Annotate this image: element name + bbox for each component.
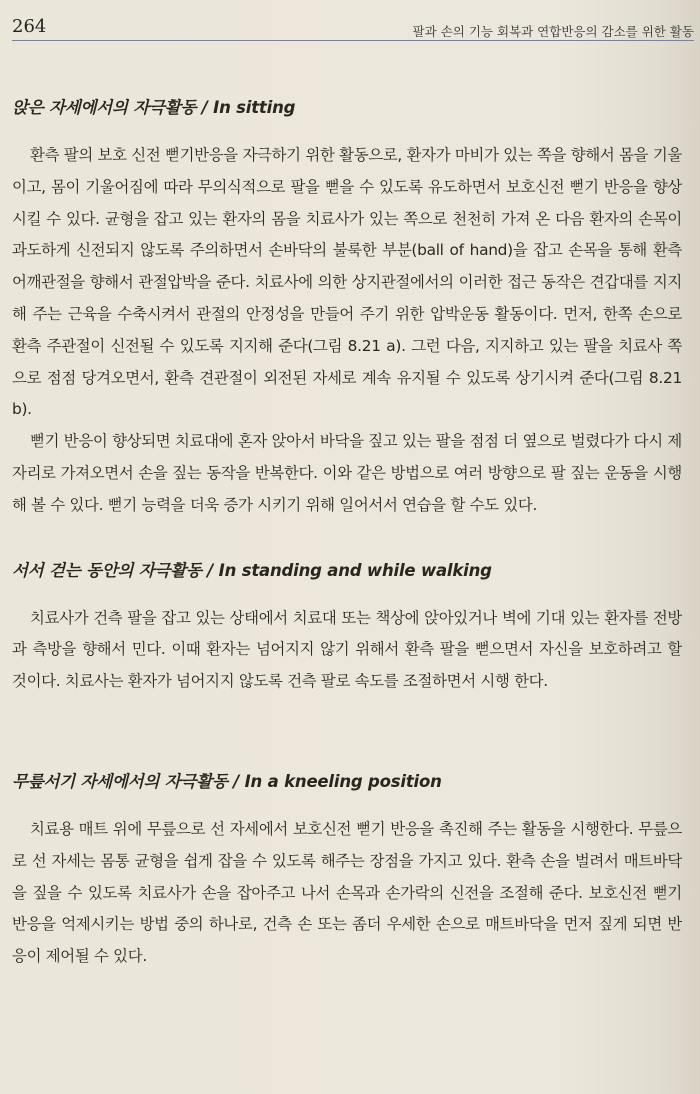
running-title: 팔과 손의 기능 회복과 연합반응의 감소를 위한 활동 — [412, 24, 694, 39]
paragraph: 치료사가 건측 팔을 잡고 있는 상태에서 치료대 또는 책상에 앉아있거나 벽에 기대 있는 환자를 전방과 측방을 향해서 민다. 이때 환자는 넘어지지 않기 위해서 환측 팔을 뻗으면서 자신을 보호하려고 할 것이다. 치료사는 환자가 넘어지지 않도록 건측 팔로 속도를 조절하면서 시행 한다. — [12, 608, 682, 691]
section-in-kneeling — [12, 768, 682, 973]
section-in-standing — [12, 557, 682, 698]
paragraph: 뻗기 반응이 향상되면 치료대에 혼자 앉아서 바닥을 짚고 있는 팔을 점점 더 옆으로 벌렸다가 다시 제자리로 가져오면서 손을 짚는 동작을 반복한다. 이와 같은 방법으로 여러 방향으로 팔 짚는 운동을 시행해 볼 수 있다. 뻗기 능력을 더욱 증가 시키기 위해 일어서서 연습을 할 수도 있다. — [12, 432, 682, 514]
paragraph: 환측 팔의 보호 신전 뻗기반응을 자극하기 위한 활동으로, 환자가 마비가 있는 쪽을 향해서 몸을 기울이고, 몸이 기울어짐에 따라 무의식적으로 팔을 뻗을 수 있도록 유도하면서 보호신전 뻗기 반응을 향상시킬 수 있다. 균형을 잡고 있는 환자의 몸을 치료사가 있는 쪽으로 천천히 가져 온 다음 환자의 손목이 과도하게 신전되지 않도록 주의하면서 손바닥의 불룩한 부분(ball of hand)을 잡고 손목을 통해 환측 어깨관절을 향해서 관절압박을 준다. 치료사에 의한 상지관절에서의 이러한 접근 동작은 견갑대를 지지해 주는 근육을 수축시켜서 관절의 안정성을 만들어 주기 위한 압박운동 활동이다. 먼저, 한쪽 손으로 환측 주관절이 신전될 수 있도록 지지해 준다(그림 8.21 a). 그런 다음, 지지하고 있는 팔을 치료사 쪽으로 점점 당겨오면서, 환측 견관절이 외전된 자세로 계속 유지될 수 있도록 상기시켜 준다(그림 8.21 b). — [12, 146, 682, 419]
section-spacer — [12, 522, 682, 557]
page-number: 264 — [12, 16, 47, 37]
paragraph: 치료용 매트 위에 무릎으로 선 자세에서 보호신전 뻗기 반응을 촉진해 주는 활동을 시행한다. 무릎으로 선 자세는 몸통 균형을 쉽게 잡을 수 있도록 해주는 장점을 가지고 있다. 환측 손을 벌려서 매트바닥을 짚을 수 있도록 치료사가 손을 잡아주고 나서 손목과 손가락의 신전을 조절해 준다. 보호신전 뻗기 반응을 억제시키는 방법 중의 하나로, 건측 손 또는 좀더 우세한 손으로 매트바닥을 먼저 짚게 되면 반응이 제어될 수 있다. — [12, 819, 682, 966]
section-heading: 앉은 자세에서의 자극활동 / In sitting — [12, 98, 296, 117]
section-spacer — [12, 698, 682, 768]
section-in-sitting — [12, 94, 682, 522]
section-heading: 무릎서기 자세에서의 자극활동 / In a kneeling position — [12, 771, 442, 791]
page-body — [12, 94, 682, 973]
section-heading: 서서 걷는 동안의 자극활동 / In standing and while walking — [12, 560, 492, 580]
page-header — [12, 10, 694, 41]
